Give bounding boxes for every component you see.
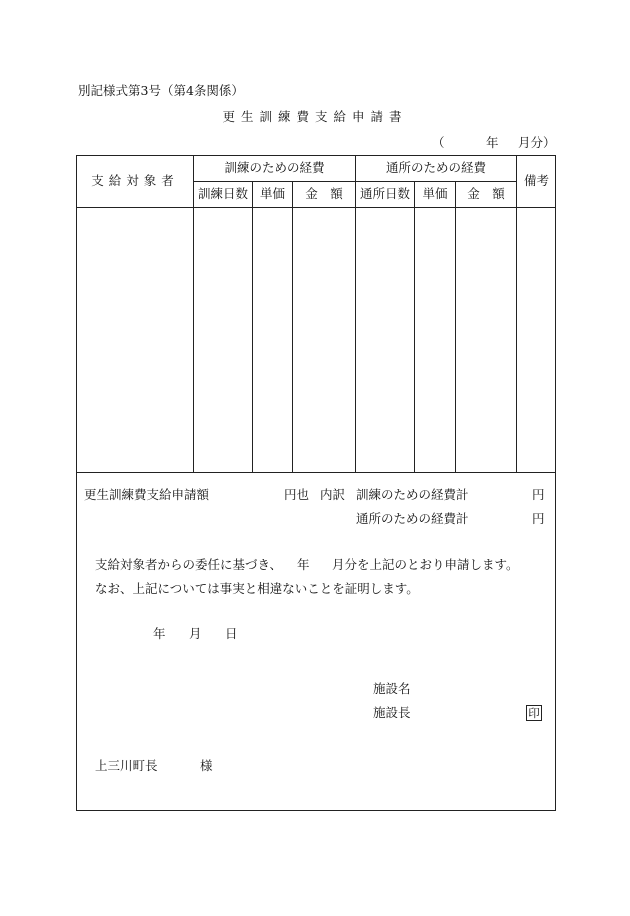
form-frame: [76, 155, 556, 811]
commute-total-yen: 円: [532, 511, 545, 526]
addressee-honorific: 様: [200, 758, 213, 773]
header-bottom-line: [76, 207, 556, 208]
col-line-2: [252, 181, 253, 472]
statement-line1-b: 月分を上記のとおり申請します。: [332, 557, 519, 572]
form-code: 別記様式第3号（第4条関係）: [78, 83, 244, 98]
period-open-paren: （: [432, 135, 445, 150]
table-bottom-line: [76, 472, 556, 473]
apply-amount-label: 更生訓練費支給申請額: [84, 487, 210, 502]
header-remarks: 備考: [523, 173, 549, 189]
commute-total-label: 通所のための経費計: [356, 511, 469, 526]
seal-char: 印: [528, 706, 540, 720]
header-training-group: 訓練のための経費: [224, 160, 325, 176]
header-commute-group: 通所のための経費: [385, 160, 486, 176]
col-line-5: [414, 181, 415, 472]
training-total-label: 訓練のための経費計: [356, 487, 469, 502]
document-title: 更生訓練費支給申請書: [222, 109, 408, 124]
header-training-unit-price: 単価: [259, 186, 285, 202]
statement-line1-a: 支給対象者からの委任に基づき、: [95, 557, 283, 572]
statement-line2: なお、上記については事実と相違ないことを証明します。: [95, 581, 419, 596]
apply-amount-yen: 円也: [284, 487, 310, 502]
period-year-label: 年: [486, 135, 499, 150]
breakdown-label: 内訳: [320, 487, 346, 502]
header-training-amount: 金 額: [305, 186, 343, 202]
header-commute-unit-price: 単価: [422, 186, 448, 202]
statement-line1-year: 年: [297, 557, 310, 572]
seal-mark: [526, 705, 542, 721]
header-commute-amount: 金 額: [467, 186, 505, 202]
header-training-days: 訓練日数: [197, 186, 248, 202]
facility-head-label: 施設長: [373, 705, 411, 720]
col-line-3: [292, 181, 293, 472]
period-month-label: 月分）: [518, 135, 556, 150]
addressee-name: 上三川町長: [95, 758, 158, 773]
date-day-label: 日: [225, 626, 238, 641]
header-commute-days: 通所日数: [359, 186, 410, 202]
date-year-label: 年: [153, 626, 166, 641]
col-line-6: [455, 181, 456, 472]
facility-name-label: 施設名: [373, 681, 411, 696]
header-recipient: 支給対象者: [91, 173, 179, 189]
training-total-yen: 円: [532, 487, 545, 502]
date-month-label: 月: [189, 626, 202, 641]
